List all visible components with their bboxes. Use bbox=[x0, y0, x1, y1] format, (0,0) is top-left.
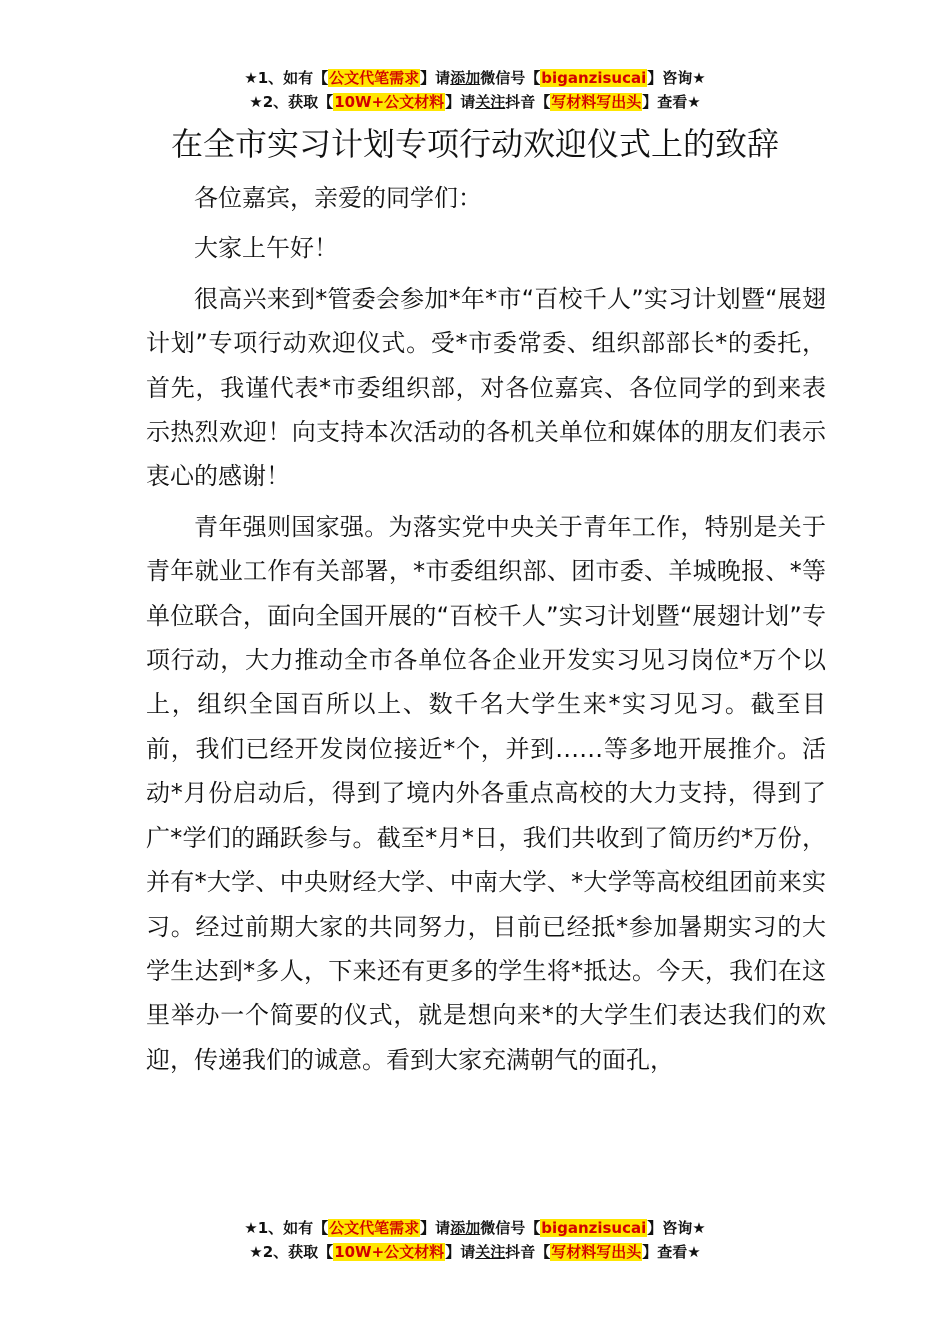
highlight-service: 公文代笔需求 bbox=[329, 69, 420, 87]
banner-text: ★2、获取【 bbox=[249, 93, 334, 111]
footer-banner bbox=[0, 1216, 950, 1264]
banner-text: ★1、如有【 bbox=[244, 69, 329, 87]
highlight-materials: 10W+公文材料 bbox=[334, 1243, 445, 1261]
paragraph-1: 很高兴来到*管委会参加*年*市“百校千人”实习计划暨“展翅计划”专项行动欢迎仪式。受*市委常委、组织部部长*的委托，首先，我谨代表*市委组织部，对各位嘉宾、各位同学的到来表示热烈欢迎！向支持本次活动的各机关单位和媒体的朋友们表示衷心的感谢！ bbox=[146, 284, 826, 491]
highlight-douyin-account: 写材料写出头 bbox=[551, 1243, 642, 1261]
banner-underlined-text: 添加 bbox=[450, 69, 481, 87]
highlight-wechat-id: biganzisucai bbox=[541, 1219, 647, 1237]
banner-text: 】查看★ bbox=[642, 1243, 701, 1261]
banner-text: 】咨询★ bbox=[647, 1219, 706, 1237]
banner-line-2 bbox=[0, 90, 950, 114]
banner-text: 】请 bbox=[420, 69, 451, 87]
document-title: 在全市实习计划专项行动欢迎仪式上的致辞 bbox=[170, 125, 779, 163]
salutation: 各位嘉宾，亲爱的同学们： bbox=[194, 184, 482, 212]
highlight-materials: 10W+公文材料 bbox=[334, 93, 445, 111]
banner-text: 微信号【 bbox=[480, 69, 541, 87]
banner-text: ★2、获取【 bbox=[249, 1243, 334, 1261]
header-banner bbox=[0, 66, 950, 114]
banner-text: ★1、如有【 bbox=[244, 1219, 329, 1237]
banner-text: 抖音【 bbox=[505, 1243, 551, 1261]
banner-line-2 bbox=[0, 1240, 950, 1264]
banner-text: 】请 bbox=[445, 93, 476, 111]
banner-line-1 bbox=[0, 1216, 950, 1240]
highlight-wechat-id: biganzisucai bbox=[541, 69, 647, 87]
paragraph-2: 青年强则国家强。为落实党中央关于青年工作，特别是关于青年就业工作有关部署，*市委组织部、团市委、羊城晚报、*等单位联合，面向全国开展的“百校千人”实习计划暨“展翅计划”专项行动，大力推动全市各单位各企业开发实习见习岗位*万个以上，组织全国百所以上、数千名大学生来*实习见习。截至目前，我们已经开发岗位接近*个，并到……等多地开展推介。活动*月份启动后，得到了境内外各重点高校的大力支持，得到了广*学们的踊跃参与。截至*月*日，我们共收到了简历约*万份，并有*大学、中央财经大学、中南大学、*大学等高校组团前来实习。经过前期大家的共同努力，目前已经抵*参加暑期实习的大学生达到*多人，下来还有更多的学生将*抵达。今天，我们在这里举办一个简要的仪式，就是想向来*的大学生们表达我们的欢迎，传递我们的诚意。看到大家充满朝气的面孔， bbox=[146, 512, 826, 1074]
banner-line-1 bbox=[0, 66, 950, 90]
banner-text: 】咨询★ bbox=[647, 69, 706, 87]
banner-underlined-text: 添加 bbox=[450, 1219, 481, 1237]
banner-text: 】查看★ bbox=[642, 93, 701, 111]
banner-underlined-text: 关注 bbox=[475, 1243, 506, 1261]
highlight-douyin-account: 写材料写出头 bbox=[551, 93, 642, 111]
document-body bbox=[146, 176, 826, 1088]
banner-text: 】请 bbox=[445, 1243, 476, 1261]
banner-text: 抖音【 bbox=[505, 93, 551, 111]
banner-underlined-text: 关注 bbox=[475, 93, 506, 111]
greeting: 大家上午好！ bbox=[194, 234, 338, 263]
banner-text: 】请 bbox=[420, 1219, 451, 1237]
banner-text: 微信号【 bbox=[480, 1219, 541, 1237]
highlight-service: 公文代笔需求 bbox=[329, 1219, 420, 1237]
